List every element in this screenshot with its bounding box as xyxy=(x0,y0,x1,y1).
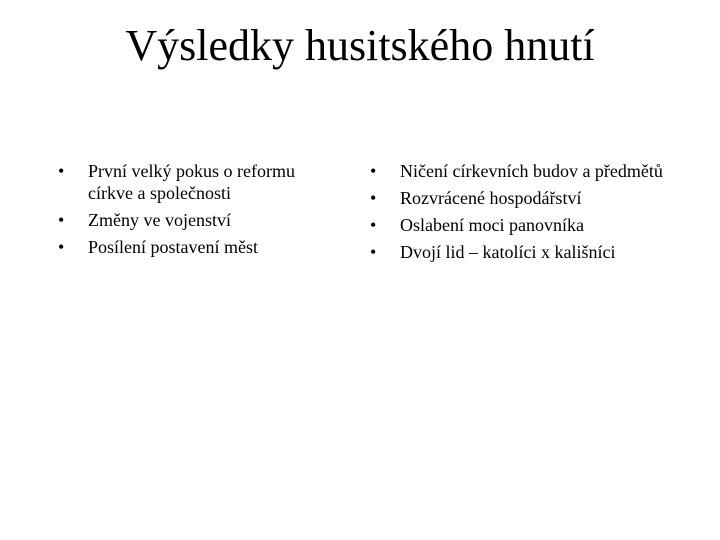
list-item xyxy=(370,241,670,263)
list-item xyxy=(370,160,670,182)
list-item-text: Oslabení moci panovníka xyxy=(400,215,584,235)
bullet-icon: • xyxy=(370,242,377,262)
list-item xyxy=(58,209,333,231)
bullet-icon: • xyxy=(370,188,377,208)
list-item-text: Dvojí lid – katolíci x kališníci xyxy=(400,242,616,262)
list-item xyxy=(370,214,670,236)
bullet-icon: • xyxy=(58,237,65,257)
right-bullet-list xyxy=(370,160,670,268)
bullet-icon: • xyxy=(370,215,377,235)
bullet-icon: • xyxy=(58,161,65,181)
left-bullet-list xyxy=(58,160,333,263)
list-item-text: Rozvrácené hospodářství xyxy=(400,188,582,208)
list-item xyxy=(370,187,670,209)
bullet-icon: • xyxy=(370,161,377,181)
list-item-text: Změny ve vojenství xyxy=(88,210,231,230)
list-item-text: Ničení církevních budov a předmětů xyxy=(400,161,663,181)
bullet-icon: • xyxy=(58,210,65,230)
list-item-text: Posílení postavení měst xyxy=(88,237,258,257)
slide-title: Výsledky husitského hnutí xyxy=(125,21,595,70)
list-item xyxy=(58,160,333,204)
list-item xyxy=(58,236,333,258)
list-item-text: První velký pokus o reformu církve a společnosti xyxy=(88,161,295,203)
